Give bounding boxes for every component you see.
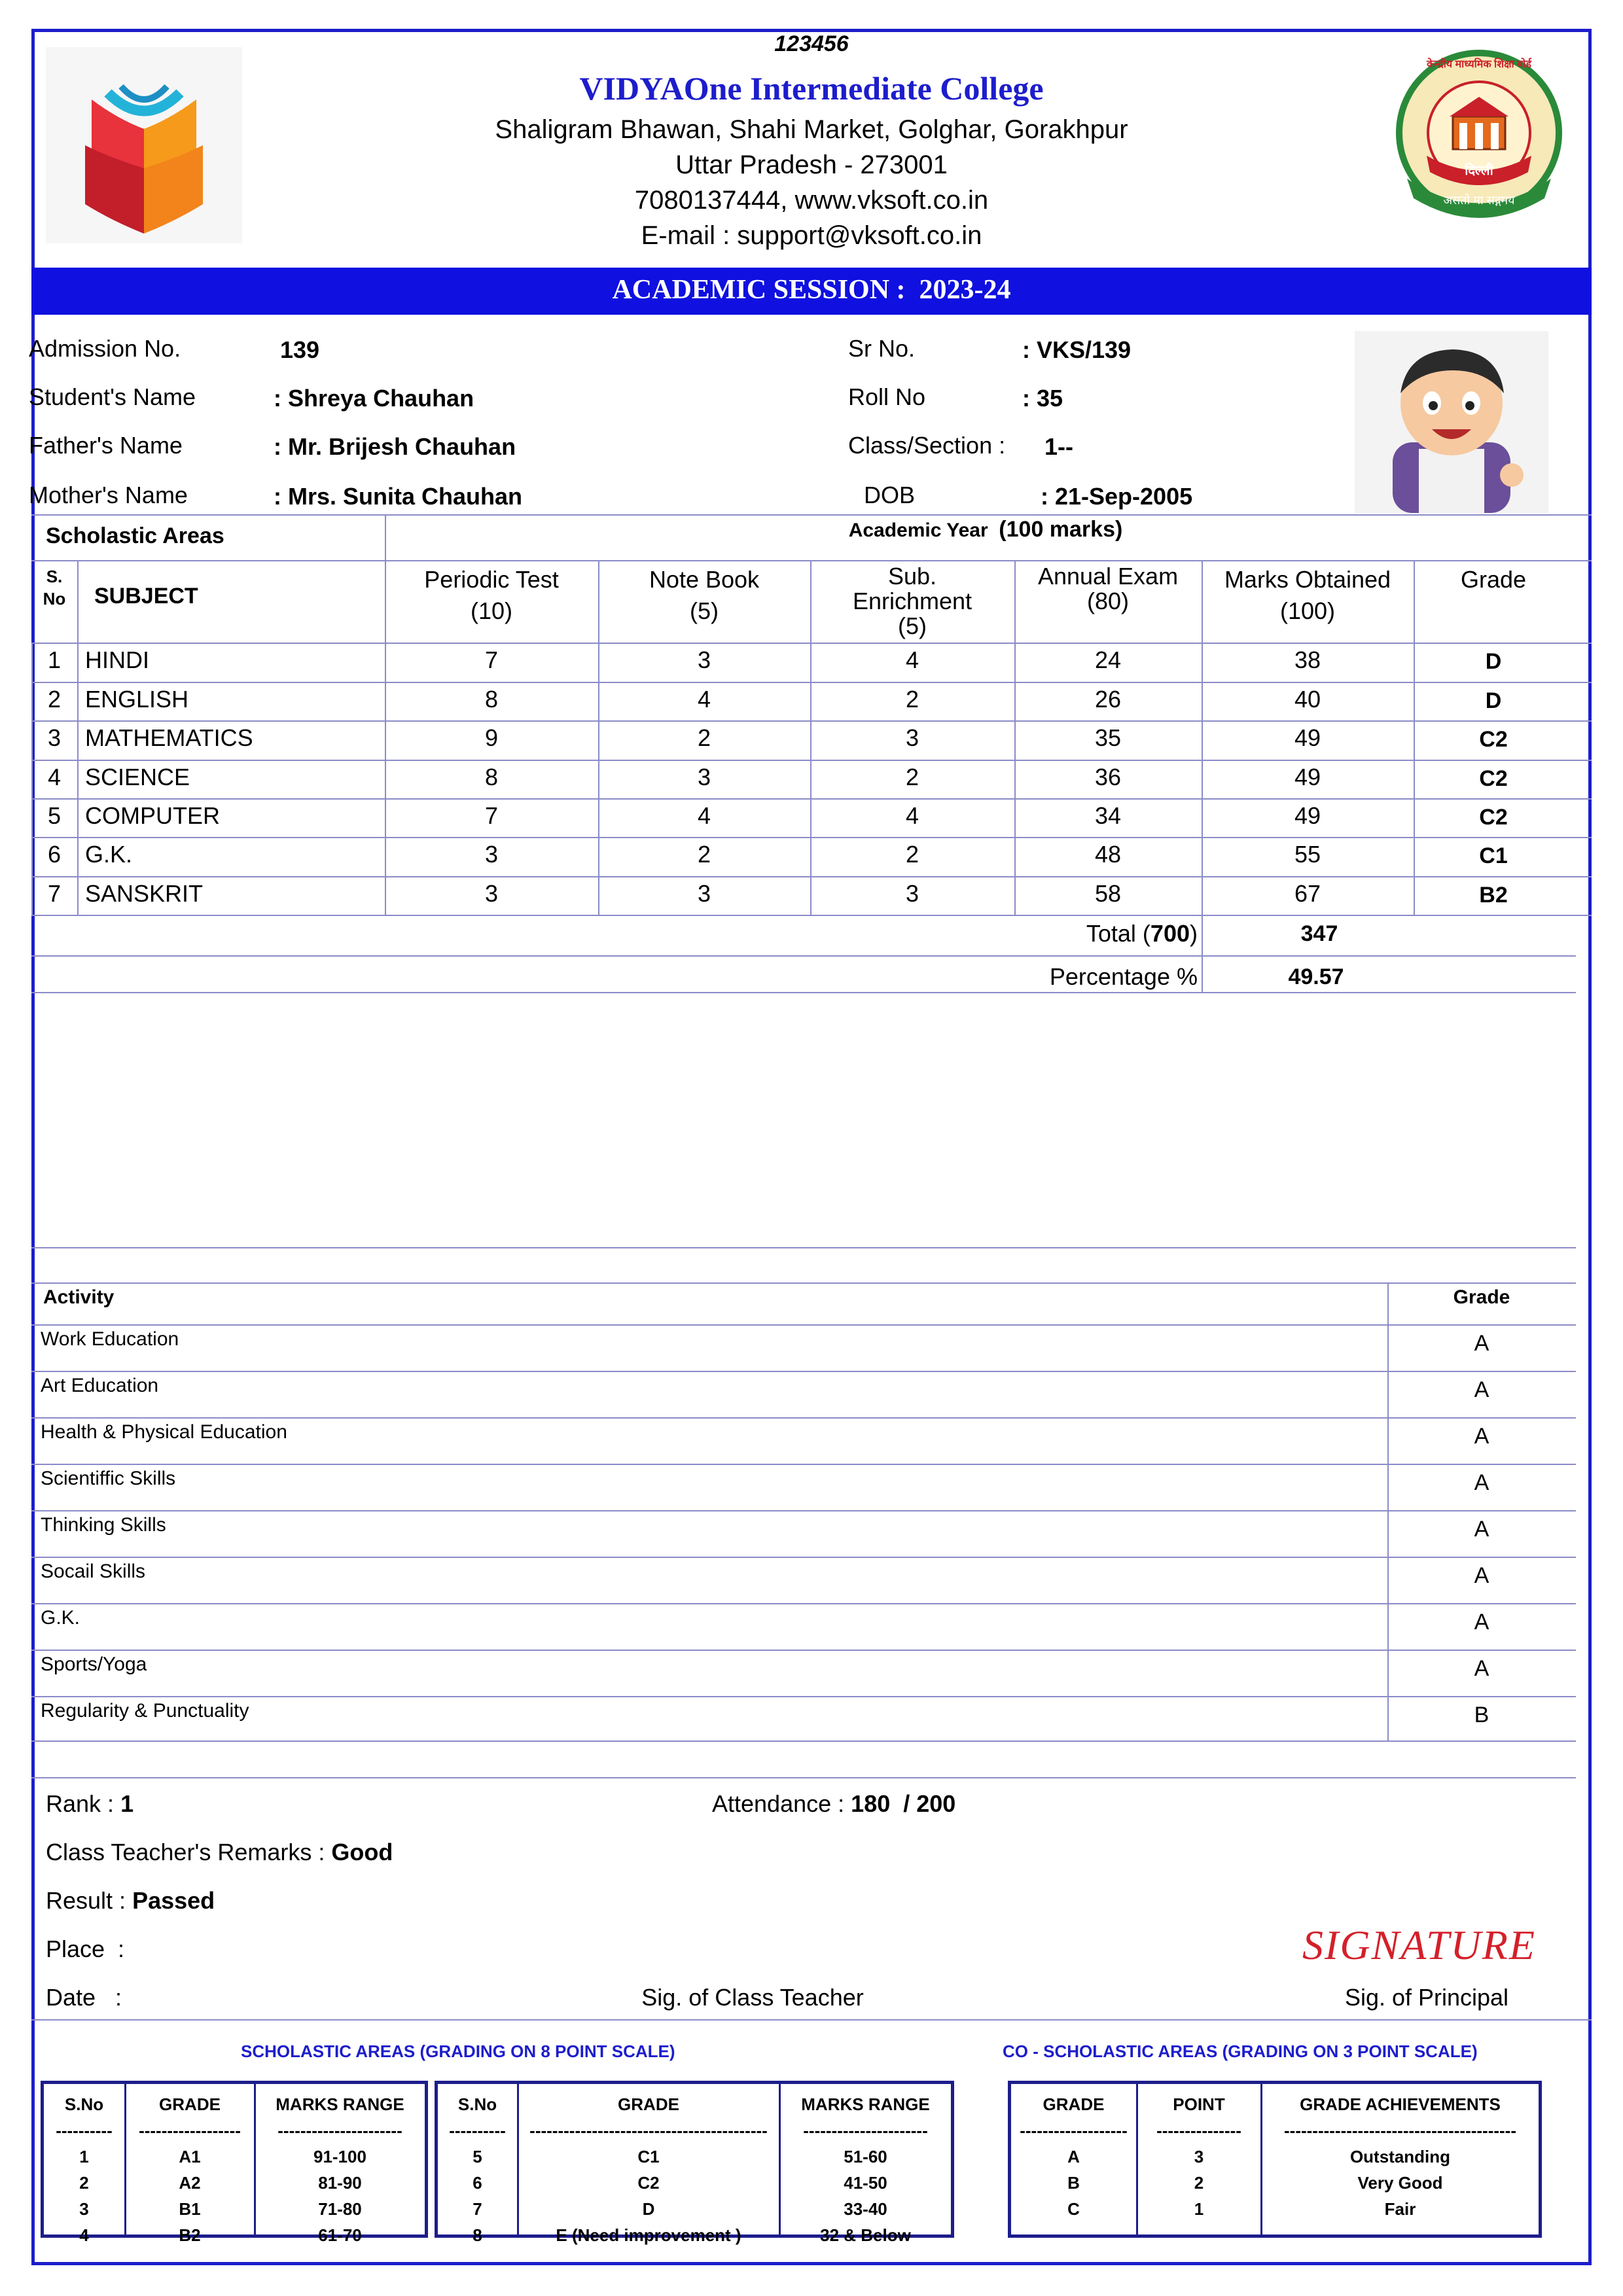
row-marks-obtained: 55 xyxy=(1294,841,1321,868)
row-periodic-test: 3 xyxy=(484,841,499,868)
rule xyxy=(31,514,1592,516)
row-note-book: 2 xyxy=(697,724,711,751)
co-scholastic-legend-title: CO - SCHOLASTIC AREAS (GRADING ON 3 POINT SCALE) xyxy=(1003,2041,1478,2061)
row-marks-obtained: 38 xyxy=(1294,646,1321,673)
session-value: 2023-24 xyxy=(919,275,1011,305)
row-periodic-test: 3 xyxy=(484,880,499,907)
row-sub-enrichment: 2 xyxy=(905,841,919,868)
percentage-label: Percentage % xyxy=(1049,963,1198,990)
book-icon xyxy=(46,47,242,243)
class-section-value: 1-- xyxy=(1044,433,1073,460)
activity-grade: A xyxy=(1474,1517,1489,1542)
annual-exam-header xyxy=(1014,564,1202,614)
legend-col-range xyxy=(255,2091,425,2248)
row-sno: 1 xyxy=(47,646,62,673)
row-annual-exam: 34 xyxy=(1094,802,1122,829)
legend-cell: A xyxy=(1067,2147,1080,2166)
row-annual-exam: 24 xyxy=(1094,646,1122,673)
remarks-value: Good xyxy=(331,1839,393,1865)
activity-grade: A xyxy=(1474,1331,1489,1356)
row-sub-enrichment: 2 xyxy=(905,764,919,790)
legend-cell: D xyxy=(642,2199,655,2219)
session-label: ACADEMIC SESSION : xyxy=(612,275,906,305)
row-marks-obtained: 40 xyxy=(1294,686,1321,713)
row-note-book: 3 xyxy=(697,646,711,673)
attendance xyxy=(712,1790,955,1818)
roll-no-label: Roll No xyxy=(848,383,926,410)
academic-year-marks: (100 marks) xyxy=(999,517,1123,542)
note-book-header xyxy=(598,564,810,627)
dash: ----------------------------------------- xyxy=(1284,2121,1516,2140)
row-grade: D xyxy=(1485,688,1502,713)
admission-value: 139 xyxy=(280,336,320,363)
sno-header xyxy=(31,565,77,610)
legend-cell: 3 xyxy=(79,2199,89,2219)
activity-grade-header: Grade xyxy=(1453,1286,1510,1308)
row-periodic-test: 7 xyxy=(484,646,499,673)
row-periodic-test: 7 xyxy=(484,802,499,829)
col-line: Annual Exam xyxy=(1037,563,1179,590)
dash: ---------------------- xyxy=(803,2121,928,2140)
father-name-label: Father's Name xyxy=(29,432,183,459)
subject-header: SUBJECT xyxy=(94,584,198,609)
row-note-book: 3 xyxy=(697,880,711,907)
row-subject: SCIENCE xyxy=(85,764,190,790)
row-annual-exam: 48 xyxy=(1094,841,1122,868)
row-subject: G.K. xyxy=(85,841,133,868)
date-label: Date : xyxy=(46,1984,122,2011)
legend-cell: 5 xyxy=(473,2147,482,2166)
legend-cell: Very Good xyxy=(1357,2173,1443,2193)
legend-cell: C1 xyxy=(637,2147,660,2166)
total-label-text: Total ( xyxy=(1086,920,1150,947)
academic-year-heading xyxy=(385,517,1586,542)
legend-col-grade xyxy=(126,2091,254,2248)
total-close: ) xyxy=(1190,920,1198,947)
sr-no-label: Sr No. xyxy=(848,335,916,362)
rank-value: 1 xyxy=(120,1790,134,1817)
legend-cell: C xyxy=(1067,2199,1080,2219)
rule xyxy=(31,1464,1576,1465)
legend-cell: 2 xyxy=(1194,2173,1204,2193)
row-note-book: 4 xyxy=(697,802,711,829)
row-grade: C2 xyxy=(1479,766,1508,791)
col-line: (5) xyxy=(898,612,927,639)
activity-name: G.K. xyxy=(41,1607,80,1629)
sub-enrichment-header xyxy=(810,564,1014,639)
row-annual-exam: 35 xyxy=(1094,724,1122,751)
scholastic-legend-title: SCHOLASTIC AREAS (GRADING ON 8 POINT SCALE) xyxy=(241,2041,675,2061)
rule xyxy=(31,2019,1592,2021)
activity-grade: A xyxy=(1474,1424,1489,1449)
activity-name: Regularity & Punctuality xyxy=(41,1700,249,1722)
row-note-book: 4 xyxy=(697,686,711,713)
rule xyxy=(31,643,1592,644)
rule xyxy=(31,955,1576,957)
row-marks-obtained: 49 xyxy=(1294,764,1321,790)
place-label: Place : xyxy=(46,1935,125,1962)
attendance-value: 180 / 200 xyxy=(851,1790,956,1817)
legend-cell: 3 xyxy=(1194,2147,1204,2166)
seal-motto: असतो मा सद्गमय xyxy=(1443,194,1515,207)
legend-cell: 71-80 xyxy=(318,2199,362,2219)
rule xyxy=(31,798,1592,800)
rule xyxy=(31,1650,1576,1651)
session-text xyxy=(31,274,1592,306)
row-annual-exam: 26 xyxy=(1094,686,1122,713)
dash: ---------- xyxy=(449,2121,506,2140)
school-address-line1: Shaligram Bhawan, Shahi Market, Golghar, Gorakhpur xyxy=(495,115,1128,144)
col-line: Periodic Test xyxy=(424,566,559,593)
legend-cell: 33-40 xyxy=(844,2199,887,2219)
row-sub-enrichment: 4 xyxy=(905,802,919,829)
row-note-book: 2 xyxy=(697,841,711,868)
school-name: VIDYAOne Intermediate College xyxy=(579,70,1044,107)
row-periodic-test: 8 xyxy=(484,686,499,713)
school-logo xyxy=(46,47,242,243)
legend-cell: A2 xyxy=(179,2173,201,2193)
row-marks-obtained: 67 xyxy=(1294,880,1321,907)
class-section-label: Class/Section : xyxy=(848,432,1006,459)
legend-cell: Outstanding xyxy=(1349,2147,1451,2166)
activity-header: Activity xyxy=(43,1286,115,1308)
activity-grade: B xyxy=(1474,1703,1489,1727)
row-grade: C2 xyxy=(1479,727,1508,752)
result-label: Result : xyxy=(46,1887,126,1914)
rule xyxy=(31,915,1592,916)
row-annual-exam: 36 xyxy=(1094,764,1122,790)
row-periodic-test: 8 xyxy=(484,764,499,790)
result xyxy=(46,1887,215,1915)
activity-grade: A xyxy=(1474,1656,1489,1681)
col-line: Enrichment xyxy=(852,588,972,614)
student-name-label: Student's Name xyxy=(29,383,196,410)
session-bar xyxy=(31,268,1592,315)
col-head: GRADE xyxy=(618,2094,679,2114)
activity-name: Sports/Yoga xyxy=(41,1653,147,1675)
activity-name: Scientiffic Skills xyxy=(41,1468,176,1489)
col-head: GRADE xyxy=(1043,2094,1105,2114)
legend-col-achievement xyxy=(1262,2091,1539,2222)
legend-cell: 2 xyxy=(79,2173,89,2193)
legend-cell: 6 xyxy=(473,2173,482,2193)
attendance-label: Attendance : xyxy=(712,1790,845,1817)
col-head: S.No xyxy=(457,2094,497,2114)
scholastic-areas-label: Scholastic Areas xyxy=(46,523,224,548)
activity-name: Art Education xyxy=(41,1375,159,1396)
legend-cell: A1 xyxy=(179,2147,201,2166)
dob-label: DOB xyxy=(864,482,916,508)
row-sno: 4 xyxy=(47,764,62,790)
percentage-value: 49.57 xyxy=(1288,964,1344,989)
remarks-label: Class Teacher's Remarks : xyxy=(46,1839,325,1865)
rule xyxy=(31,1371,1576,1372)
student-avatar-icon xyxy=(1355,331,1548,513)
legend-col-sno xyxy=(438,2091,517,2248)
row-sno: 3 xyxy=(47,724,62,751)
student-photo xyxy=(1355,331,1548,513)
legend-cell: 8 xyxy=(473,2225,482,2245)
rule xyxy=(31,992,1576,993)
activity-name: Work Education xyxy=(41,1328,179,1350)
row-sno: 6 xyxy=(47,841,62,868)
school-contact: 7080137444, www.vksoft.co.in xyxy=(634,186,989,215)
grade-header xyxy=(1414,564,1573,595)
sno-header-line1: S. xyxy=(46,567,63,586)
legend-cell: C2 xyxy=(637,2173,660,2193)
row-sno: 2 xyxy=(47,686,62,713)
row-sub-enrichment: 3 xyxy=(905,724,919,751)
dash: ------------------- xyxy=(1020,2121,1128,2140)
admission-label: Admission No. xyxy=(29,335,181,362)
col-head: MARKS RANGE xyxy=(801,2094,930,2114)
legend-cell: 61-70 xyxy=(318,2225,362,2245)
col-line: Marks Obtained xyxy=(1224,566,1391,593)
row-subject: ENGLISH xyxy=(85,686,189,713)
sno-header-line2: No xyxy=(43,589,66,609)
legend-cell: E (Need improvement ) xyxy=(556,2225,741,2245)
rule xyxy=(31,560,1592,561)
row-grade: B2 xyxy=(1479,883,1508,908)
row-grade: C2 xyxy=(1479,805,1508,830)
col-head: POINT xyxy=(1173,2094,1225,2114)
activity-name: Health & Physical Education xyxy=(41,1421,287,1443)
periodic-test-header xyxy=(385,564,598,627)
activity-name: Thinking Skills xyxy=(41,1514,166,1536)
col-line: Grade xyxy=(1460,566,1527,593)
legend-col-point xyxy=(1137,2091,1260,2222)
col-line: (5) xyxy=(690,597,719,624)
row-subject: MATHEMATICS xyxy=(85,724,253,751)
rule xyxy=(31,1696,1576,1697)
legend-cell: 41-50 xyxy=(844,2173,887,2193)
activity-grade: A xyxy=(1474,1377,1489,1402)
row-subject: SANSKRIT xyxy=(85,880,204,907)
report-code: 123456 xyxy=(774,31,849,56)
col-line: Note Book xyxy=(649,566,760,593)
legend-cell: 4 xyxy=(79,2225,89,2245)
col-line: (100) xyxy=(1279,597,1336,624)
marks-obtained-header xyxy=(1202,564,1414,627)
student-name-value: : Shreya Chauhan xyxy=(274,385,474,412)
legend-cell: 1 xyxy=(1194,2199,1204,2219)
sr-no-value: : VKS/139 xyxy=(1022,336,1132,363)
legend-cell: 51-60 xyxy=(844,2147,887,2166)
rank xyxy=(46,1790,134,1818)
legend-cell: 1 xyxy=(79,2147,89,2166)
total-label xyxy=(1021,920,1198,947)
dash: --------------- xyxy=(1156,2121,1241,2140)
rule xyxy=(31,1510,1576,1511)
board-seal xyxy=(1387,44,1571,228)
rule xyxy=(31,1740,1576,1742)
activity-grade: A xyxy=(1474,1610,1489,1634)
row-subject: HINDI xyxy=(85,646,149,673)
legend-col-grade xyxy=(518,2091,779,2248)
rule xyxy=(31,1777,1576,1778)
legend-cell: 7 xyxy=(473,2199,482,2219)
dash: ------------------ xyxy=(139,2121,241,2140)
row-sub-enrichment: 3 xyxy=(905,880,919,907)
rule xyxy=(31,837,1592,838)
row-subject: COMPUTER xyxy=(85,802,220,829)
activity-grade: A xyxy=(1474,1563,1489,1588)
school-email: E-mail : support@vksoft.co.in xyxy=(641,221,982,250)
rule xyxy=(31,1282,1576,1284)
row-marks-obtained: 49 xyxy=(1294,802,1321,829)
school-address-line2: Uttar Pradesh - 273001 xyxy=(675,150,948,179)
rule xyxy=(31,720,1592,722)
mother-name-value: : Mrs. Sunita Chauhan xyxy=(274,483,523,510)
legend-cell: 91-100 xyxy=(313,2147,366,2166)
seal-city: दिल्ली xyxy=(1465,164,1493,178)
seal-board-name: केन्द्रीय माध्यमिक शिक्षा बोर्ड xyxy=(1427,59,1531,70)
row-sno: 7 xyxy=(47,880,62,907)
row-periodic-test: 9 xyxy=(484,724,499,751)
rule xyxy=(31,1324,1576,1326)
principal-signature-label: Sig. of Principal xyxy=(1344,1984,1509,2011)
legend-cell: Fair xyxy=(1384,2199,1416,2219)
legend-cell: 32 & Below xyxy=(820,2225,911,2245)
row-sno: 5 xyxy=(47,802,62,829)
col-line: (80) xyxy=(1086,588,1130,614)
dash: ---------- xyxy=(56,2121,113,2140)
legend-col-range xyxy=(780,2091,951,2248)
dob-value: : 21-Sep-2005 xyxy=(1041,483,1193,510)
mother-name-label: Mother's Name xyxy=(29,482,188,508)
legend-cell: B1 xyxy=(179,2199,201,2219)
dash: ---------------------- xyxy=(277,2121,402,2140)
rule xyxy=(31,876,1592,877)
row-annual-exam: 58 xyxy=(1094,880,1122,907)
row-note-book: 3 xyxy=(697,764,711,790)
col-head: GRADE ACHIEVEMENTS xyxy=(1300,2094,1501,2114)
rule xyxy=(31,1557,1576,1558)
result-value: Passed xyxy=(132,1887,215,1914)
legend-cell: B2 xyxy=(179,2225,201,2245)
activity-name: Socail Skills xyxy=(41,1561,146,1582)
col-head: GRADE xyxy=(159,2094,221,2114)
row-grade: C1 xyxy=(1479,843,1508,868)
row-sub-enrichment: 2 xyxy=(905,686,919,713)
legend-col-sno xyxy=(44,2091,124,2248)
row-marks-obtained: 49 xyxy=(1294,724,1321,751)
dash: ------------------------------------------ xyxy=(529,2121,768,2140)
row-sub-enrichment: 4 xyxy=(905,646,919,673)
col-head: S.No xyxy=(64,2094,104,2114)
col-head: MARKS RANGE xyxy=(276,2094,404,2114)
total-value: 347 xyxy=(1300,921,1338,946)
rule xyxy=(31,1247,1576,1248)
total-max: 700 xyxy=(1150,920,1190,947)
father-name-value: : Mr. Brijesh Chauhan xyxy=(274,433,516,460)
col-line: (10) xyxy=(470,597,513,624)
rank-label: Rank : xyxy=(46,1790,115,1817)
rule xyxy=(31,682,1592,683)
rule xyxy=(77,560,79,915)
col-line: Sub. xyxy=(887,563,937,590)
teacher-remarks xyxy=(46,1839,393,1866)
legend-cell: B xyxy=(1067,2173,1080,2193)
class-teacher-signature-label: Sig. of Class Teacher xyxy=(641,1984,864,2011)
academic-year-label: Academic Year xyxy=(848,520,988,541)
legend-cell: 81-90 xyxy=(318,2173,362,2193)
activity-grade: A xyxy=(1474,1470,1489,1495)
rule xyxy=(31,1417,1576,1419)
row-grade: D xyxy=(1485,649,1502,674)
legend-col-grade xyxy=(1011,2091,1136,2222)
rule xyxy=(31,760,1592,761)
principal-signature: SIGNATURE xyxy=(1302,1922,1536,1968)
rule xyxy=(31,1603,1576,1604)
roll-no-value: : 35 xyxy=(1022,385,1063,412)
